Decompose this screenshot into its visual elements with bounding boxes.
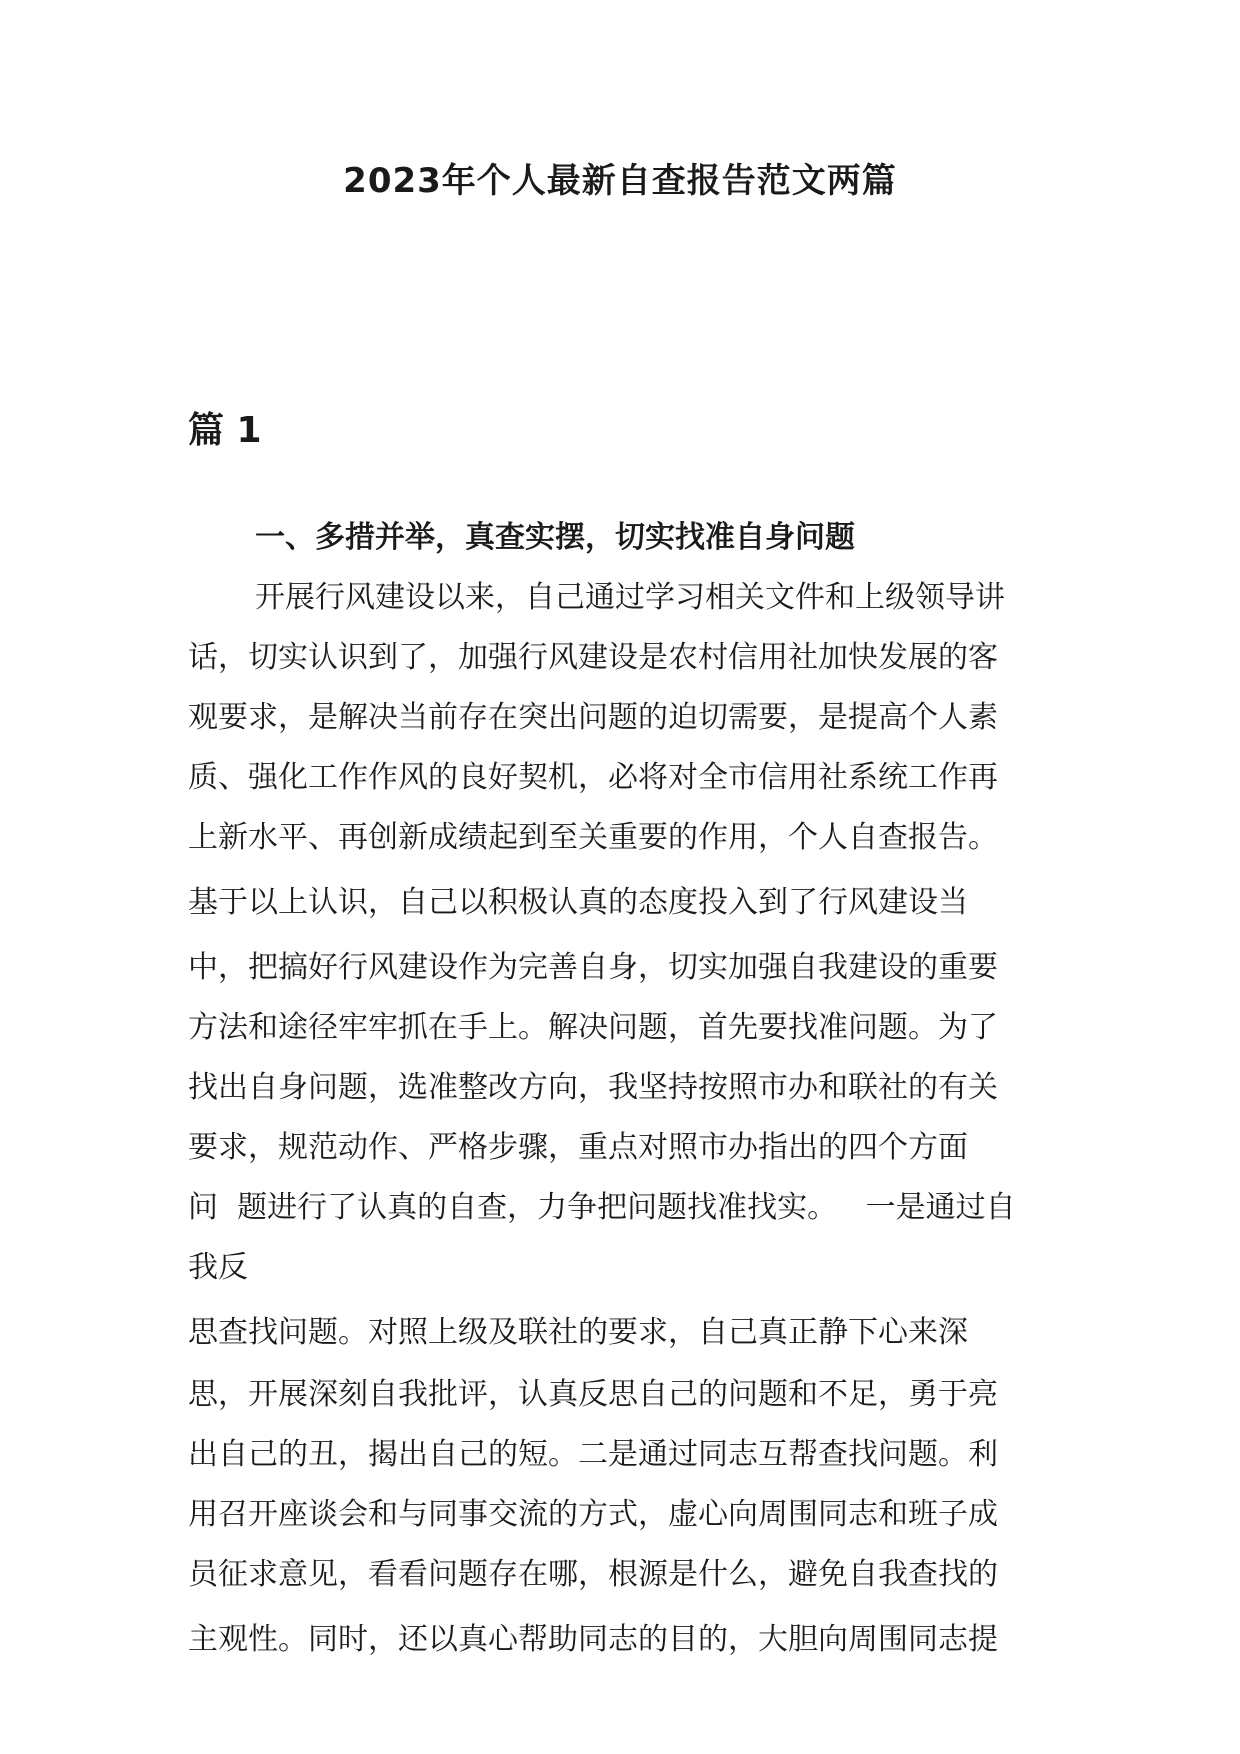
paragraph-line: 质、强化工作作风的良好契机，必将对全市信用社系统工作再: [188, 760, 998, 795]
paragraph-line: 方法和途径牢牢抓在手上。解决问题，首先要找准问题。为了: [188, 1010, 998, 1045]
paragraph-line: 中，把搞好行风建设作为完善自身，切实加强自我建设的重要: [188, 950, 998, 985]
paragraph-line: 出自己的丑，揭出自己的短。二是通过同志互帮查找问题。利: [188, 1437, 998, 1472]
document-title: 2023年个人最新自查报告范文两篇: [343, 161, 897, 201]
paragraph-line: 开展行风建设以来，自己通过学习相关文件和上级领导讲: [255, 580, 1005, 615]
paragraph-line: 用召开座谈会和与同事交流的方式，虚心向周围同志和班子成: [188, 1497, 998, 1532]
paragraph-line: 基于以上认识，自己以积极认真的态度投入到了行风建设当: [188, 885, 968, 920]
paragraph-line: 主观性。同时，还以真心帮助同志的目的，大胆向周围同志提: [188, 1622, 998, 1657]
paragraph-line: 问 题进行了认真的自查，力争把问题找准找实。 一是通过自: [188, 1190, 1016, 1225]
paragraph-line: 找出自身问题，选准整改方向，我坚持按照市办和联社的有关: [188, 1070, 998, 1105]
paragraph-line: 话，切实认识到了，加强行风建设是农村信用社加快发展的客: [188, 640, 998, 675]
paragraph-line: 我反: [188, 1250, 248, 1285]
part-heading: 篇 1: [188, 410, 262, 451]
paragraph-line: 思，开展深刻自我批评，认真反思自己的问题和不足，勇于亮: [188, 1377, 998, 1412]
paragraph-line: 思查找问题。对照上级及联社的要求，自己真正静下心来深: [188, 1315, 968, 1350]
section-heading: 一、多措并举，真查实摆，切实找准自身问题: [255, 520, 855, 555]
paragraph-line: 上新水平、再创新成绩起到至关重要的作用，个人自查报告。: [188, 820, 998, 855]
paragraph-line: 要求，规范动作、严格步骤，重点对照市办指出的四个方面: [188, 1130, 968, 1165]
paragraph-line: 观要求，是解决当前存在突出问题的迫切需要，是提高个人素: [188, 700, 998, 735]
paragraph-line: 员征求意见，看看问题存在哪，根源是什么，避免自我查找的: [188, 1557, 998, 1592]
